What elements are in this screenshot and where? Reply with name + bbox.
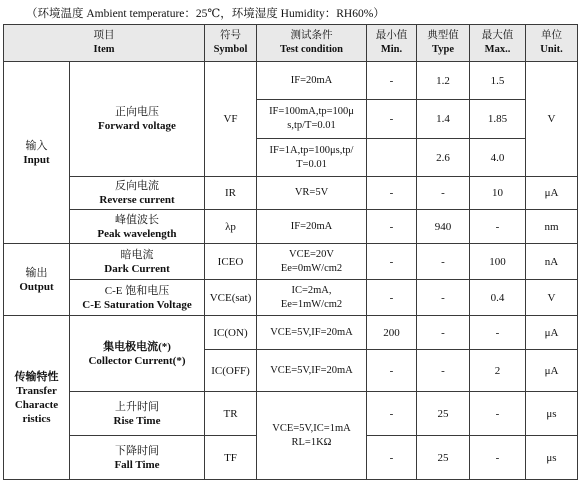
min-value: -: [367, 244, 417, 280]
typ-value: 25: [417, 436, 470, 480]
max-value: 4.0: [470, 139, 526, 177]
min-value: 200: [367, 316, 417, 350]
item-ce-saturation-voltage: C-E 饱和电压 C-E Saturation Voltage: [70, 280, 205, 316]
typ-value: 940: [417, 210, 470, 244]
typ-value: -: [417, 350, 470, 392]
item-forward-voltage: 正向电压 Forward voltage: [70, 62, 205, 177]
typ-value: -: [417, 177, 470, 210]
unit-value: μA: [526, 350, 578, 392]
min-value: -: [367, 210, 417, 244]
header-max: 最大值 Max..: [470, 25, 526, 62]
max-value: -: [470, 436, 526, 480]
symbol-iceo: ICEO: [205, 244, 257, 280]
condition: VCE=20V Ee=0mW/cm2: [257, 244, 367, 280]
max-value: 1.85: [470, 100, 526, 139]
symbol-ic-on: IC(ON): [205, 316, 257, 350]
symbol-ic-off: IC(OFF): [205, 350, 257, 392]
ambient-conditions-caption: （环境温度 Ambient temperature：25℃，环境湿度 Humidity：RH60%）: [26, 8, 385, 20]
condition: VCE=5V,IF=20mA: [257, 316, 367, 350]
group-input: 输入 Input: [4, 62, 70, 244]
min-value: -: [367, 62, 417, 100]
min-value: -: [367, 280, 417, 316]
symbol-ir: IR: [205, 177, 257, 210]
electrical-characteristics-table: [3, 24, 578, 480]
table-row: [4, 316, 578, 350]
condition: IF=20mA: [257, 62, 367, 100]
header-test-condition: 测试条件 Test condition: [257, 25, 367, 62]
condition: IF=100mA,tp=100μ s,tp/T=0.01: [257, 100, 367, 139]
header-typ: 典型值 Type: [417, 25, 470, 62]
typ-value: -: [417, 280, 470, 316]
typ-value: -: [417, 244, 470, 280]
min-value: -: [367, 177, 417, 210]
typ-value: -: [417, 316, 470, 350]
group-output: 输出 Output: [4, 244, 70, 316]
max-value: -: [470, 210, 526, 244]
min-value: -: [367, 436, 417, 480]
max-value: -: [470, 316, 526, 350]
typ-value: 25: [417, 392, 470, 436]
unit-value: nm: [526, 210, 578, 244]
table-row: [4, 62, 578, 100]
header-row: [4, 25, 578, 62]
symbol-lp: λp: [205, 210, 257, 244]
header-item: 项目 Item: [4, 25, 205, 62]
unit-value: μA: [526, 316, 578, 350]
max-value: 2: [470, 350, 526, 392]
symbol-vf: VF: [205, 62, 257, 177]
table-row: [4, 280, 578, 316]
unit-value: nA: [526, 244, 578, 280]
symbol-tf: TF: [205, 436, 257, 480]
max-value: -: [470, 392, 526, 436]
min-value: -: [367, 350, 417, 392]
max-value: 100: [470, 244, 526, 280]
header-unit: 单位 Unit.: [526, 25, 578, 62]
min-value: -: [367, 392, 417, 436]
unit-value: μs: [526, 392, 578, 436]
condition: IC=2mA, Ee=1mW/cm2: [257, 280, 367, 316]
typ-value: 2.6: [417, 139, 470, 177]
typ-value: 1.4: [417, 100, 470, 139]
group-transfer: 传输特性 Transfer Characte ristics: [4, 316, 70, 480]
table-row: [4, 177, 578, 210]
item-fall-time: 下降时间 Fall Time: [70, 436, 205, 480]
item-rise-time: 上升时间 Rise Time: [70, 392, 205, 436]
symbol-tr: TR: [205, 392, 257, 436]
condition: VCE=5V,IC=1mA RL=1KΩ: [257, 392, 367, 480]
condition: IF=20mA: [257, 210, 367, 244]
condition: VR=5V: [257, 177, 367, 210]
table-row: [4, 210, 578, 244]
condition: IF=1A,tp=100μs,tp/ T=0.01: [257, 139, 367, 177]
unit-value: V: [526, 62, 578, 177]
max-value: 10: [470, 177, 526, 210]
item-collector-current: 集电极电流(*) Collector Current(*): [70, 316, 205, 392]
unit-value: μA: [526, 177, 578, 210]
table-row: [4, 392, 578, 436]
table-row: [4, 244, 578, 280]
typ-value: 1.2: [417, 62, 470, 100]
max-value: 1.5: [470, 62, 526, 100]
symbol-vce-sat: VCE(sat): [205, 280, 257, 316]
item-reverse-current: 反向电流 Reverse current: [70, 177, 205, 210]
header-min: 最小值 Min.: [367, 25, 417, 62]
item-dark-current: 暗电流 Dark Current: [70, 244, 205, 280]
min-value: -: [367, 100, 417, 139]
unit-value: V: [526, 280, 578, 316]
condition: VCE=5V,IF=20mA: [257, 350, 367, 392]
item-peak-wavelength: 峰值波长 Peak wavelength: [70, 210, 205, 244]
unit-value: μs: [526, 436, 578, 480]
header-symbol: 符号 Symbol: [205, 25, 257, 62]
max-value: 0.4: [470, 280, 526, 316]
min-value: [367, 139, 417, 177]
